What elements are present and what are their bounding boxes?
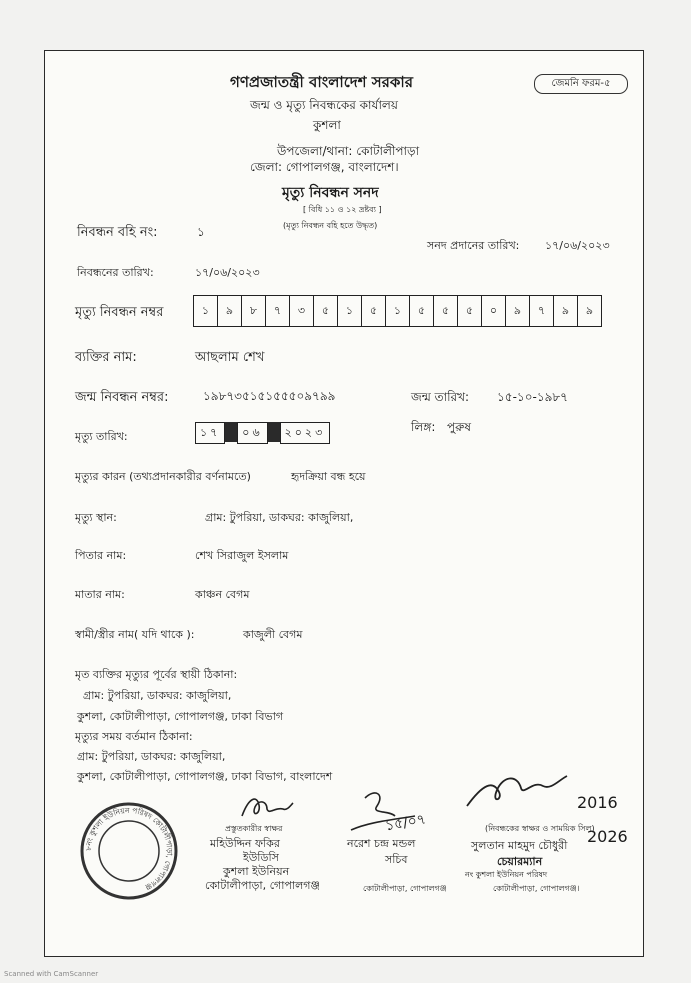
death-date-month: ০৬: [237, 422, 267, 444]
death-place-value: গ্রাম: টুপরিয়া, ডাকঘর: কাজুলিয়া,: [205, 511, 354, 524]
office-name: জন্ম ও মৃত্যু নিবন্ধকের কার্যালয়: [250, 98, 398, 112]
issue-date-label: সনদ প্রদানের তারিখ:: [427, 239, 520, 252]
cause-label: মৃত্যুর কারন (তথ্যপ্রদানকারীর বর্ণনামতে): [75, 470, 251, 483]
mother-value: কাঞ্চন বেগম: [195, 588, 250, 601]
svg-text:৮নং কুশলা ইউনিয়ন পরিষদ কোটালী: ৮নং কুশলা ইউনিয়ন পরিষদ কোটালীপাড়া, গোপালগঞ্জ: [83, 805, 175, 892]
book-no-value: ১: [197, 225, 205, 239]
cause-value: হৃদক্রিয়া বন্ধ হয়ে: [291, 470, 366, 483]
district-line: জেলা: গোপালগঞ্জ, বাংলাদেশ।: [250, 160, 399, 174]
upazila-line: উপজেলা/থানা: কোটালীপাড়া: [277, 144, 420, 158]
dob-value: ১৫-১০-১৯৮৭: [497, 390, 568, 404]
preparer-office-2: কোটালীপাড়া, গোপালগঞ্জ: [205, 879, 320, 892]
death-date-day: ১৭: [195, 422, 225, 444]
curr-address-line2: কুশলা, কোটালীপাড়া, গোপালগঞ্জ, ঢাকা বিভাগ, বাংলাদেশ: [77, 770, 333, 783]
book-no-label: নিবন্ধন বহি নং:: [77, 225, 158, 240]
gender-value: পুরুষ: [447, 420, 471, 434]
certificate-paper: [44, 50, 644, 957]
perm-address-line2: কুশলা, কোটালীপাড়া, গোপালগঞ্জ, ঢাকা বিভাগ: [77, 710, 284, 723]
death-reg-no-label: মৃত্যু নিবন্ধন নম্বর: [75, 305, 164, 320]
preparer-office-1: কুশলা ইউনিয়ন: [223, 865, 290, 878]
death-place-label: মৃত্যু স্থান:: [75, 511, 117, 524]
death-reg-no-grid: [193, 295, 602, 327]
birth-reg-value: ১৯৮৭৩৫১৫১৫৫৫০৯৭৯৯: [203, 389, 336, 403]
dob-label: জন্ম তারিখ:: [411, 390, 470, 404]
father-label: পিতার নাম:: [75, 549, 127, 562]
secretary-name: নরেশ চন্দ্র মন্ডল: [347, 837, 416, 850]
digit-cell: ১: [194, 296, 218, 326]
secretary-office: কোটালীপাড়া, গোপালগঞ্জ: [363, 884, 447, 893]
spouse-label: স্বামী/স্ত্রীর নাম( যদি থাকে ):: [75, 628, 195, 641]
digit-cell: ৫: [362, 296, 386, 326]
digit-cell: ৫: [314, 296, 338, 326]
digit-cell: ৯: [585, 304, 594, 317]
reg-date-value: ১৭/০৬/২০২৩: [195, 266, 260, 279]
death-date-label: মৃত্যু তারিখ:: [75, 430, 128, 443]
preparer-label: প্রস্তুতকারীর স্বাক্ষর: [225, 824, 283, 833]
death-date-box: [195, 422, 330, 444]
date-separator: [225, 422, 237, 442]
perm-address-line1: গ্রাম: টুপরিয়া, ডাকঘর: কাজুলিয়া,: [83, 689, 232, 702]
name-value: আছলাম শেখ: [195, 350, 265, 365]
issue-date-value: ১৭/০৬/২০২৩: [545, 239, 610, 252]
handwritten-year-1: 2016: [577, 793, 618, 812]
reg-date-label: নিবন্ধনের তারিখ:: [77, 266, 154, 279]
digit-cell: ৯: [506, 296, 530, 326]
digit-cell: ৩: [290, 296, 314, 326]
gov-title: গণপ্রজাতন্ত্রী বাংলাদেশ সরকার: [230, 73, 413, 91]
digit-cell: ৮: [242, 296, 266, 326]
handwritten-year-2: 2026: [587, 827, 628, 846]
form-tag: জেমনি ফরম-৫: [534, 74, 628, 94]
preparer-signature: [237, 791, 297, 823]
secretary-title: সচিব: [385, 853, 408, 866]
digit-cell: ৫: [458, 296, 482, 326]
preparer-name: মহিউদ্দিন ফকির: [210, 837, 280, 850]
digit-cell: ৯: [218, 296, 242, 326]
registrar-office-1: নং কুশলা ইউনিয়ন পরিষদ: [465, 870, 548, 879]
curr-address-line1: গ্রাম: টুপরিয়া, ডাকঘর: কাজুলিয়া,: [77, 750, 226, 763]
father-value: শেখ সিরাজুল ইসলাম: [195, 549, 289, 562]
death-date-year: ২০২৩: [280, 422, 331, 444]
secretary-handwritten-date: ১৫/০৭: [383, 811, 428, 835]
digit-cell: ৫: [410, 296, 434, 326]
birth-reg-label: জন্ম নিবন্ধন নম্বর:: [75, 390, 169, 405]
digit-cell: ৭: [530, 296, 554, 326]
name-label: ব্যক্তির নাম:: [75, 350, 137, 365]
perm-address-label: মৃত ব্যক্তির মৃত্যুর পূর্বের স্থায়ী ঠিকানা:: [75, 668, 238, 681]
official-seal: [79, 801, 179, 905]
registrar-label: (নিবন্ধকের স্বাক্ষর ও সাময়িক সিল): [485, 824, 595, 833]
date-separator: [268, 422, 280, 442]
mother-label: মাতার নাম:: [75, 588, 125, 601]
preparer-title: ইউডিসি: [243, 851, 279, 864]
rule-reference: [ বিধি ১১ ও ১২ দ্রষ্টব্য ]: [303, 205, 382, 214]
digit-cell: ০: [482, 296, 506, 326]
union-name: কুশলা: [313, 118, 341, 132]
extract-note: (মৃত্যু নিবন্ধন বহি হতে উদ্ধৃত): [283, 221, 378, 230]
curr-address-label: মৃত্যুর সময় বর্তমান ঠিকানা:: [75, 730, 193, 743]
spouse-value: কাজুলী বেগম: [243, 628, 303, 641]
scanner-watermark: Scanned with CamScanner: [4, 970, 99, 978]
digit-cell: ৭: [266, 296, 290, 326]
registrar-signature: [463, 766, 573, 816]
registrar-title: চেয়ারম্যান: [497, 855, 543, 868]
registrar-name: সুলতান মাহমুদ চৌধুরী: [471, 839, 568, 852]
gender-label: লিঙ্গ:: [411, 420, 436, 434]
digit-cell: ৯: [554, 296, 578, 326]
registrar-office-2: কোটালীপাড়া, গোপালগঞ্জ।: [493, 884, 580, 893]
digit-cell: ১: [338, 296, 362, 326]
certificate-title: মৃত্যু নিবন্ধন সনদ: [282, 185, 379, 201]
digit-cell: ৫: [434, 296, 458, 326]
digit-cell: ১: [386, 296, 410, 326]
